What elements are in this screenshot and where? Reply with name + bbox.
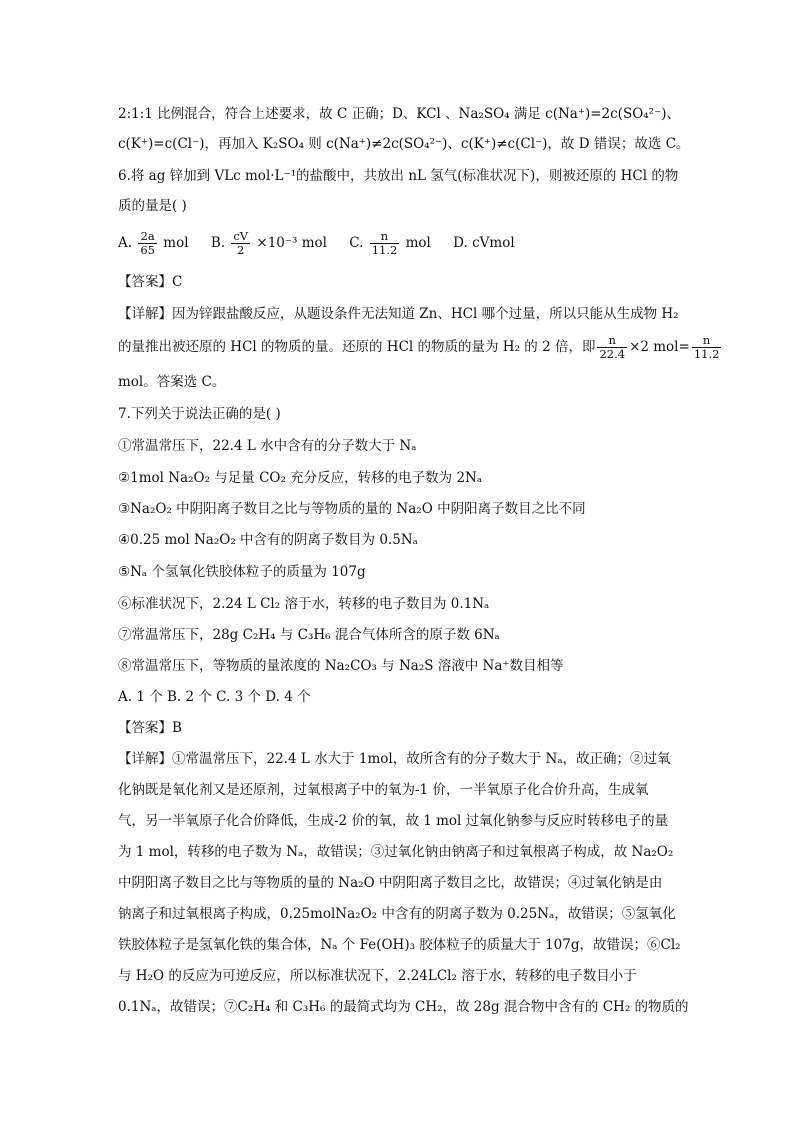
detail-7-line: 化钠既是氧化剂又是还原剂，过氧根离子中的氧为-1 价，一半氧原子化合价升高，生成氧 — [118, 782, 649, 798]
statement-5: ⑤Nₐ 个氢氧化铁胶体粒子的质量为 107g — [118, 564, 366, 580]
detail-7-line: 中阴阳离子数目之比与等物质的量的 Na₂O 中阴阳离子数目之比，故错误；④过氧化钠是由 — [118, 875, 663, 891]
fraction: $\frac{cV}{2}$ — [233, 229, 249, 257]
statement-8: ⑧常温常压下，等物质的量浓度的 Na₂CO₃ 与 Na₂S 溶液中 Na⁺数目相等 — [118, 658, 564, 674]
option-c: C. $\frac{n}{11.2}$ mol — [349, 229, 431, 257]
detail-6-line: 【详解】因为锌跟盐酸反应，从题设条件无法知道 Zn、HCl 哪个过量，所以只能从生成物 H₂ — [118, 306, 679, 322]
answer-6: 【答案】C — [118, 274, 183, 290]
fraction: $\frac{n}{11.2}$ — [371, 229, 398, 257]
detail-7-line: 为 1 mol，转移的电子数为 Nₐ，故错误；③过氧化钠由钠离子和过氧根离子构成，故 Na₂O₂ — [118, 844, 674, 860]
text-line: c(K⁺)=c(Cl⁻)，再加入 K₂SO₄ 则 c(Na⁺)≠2c(SO₄²⁻)、c(K⁺)≠c(Cl⁻)，故 D 错误；故选 C。 — [118, 136, 690, 152]
statement-7: ⑦常温常压下，28g C₂H₄ 与 C₃H₆ 混合气体所含的原子数 6Nₐ — [118, 627, 500, 643]
question-6-stem-cont: 质的量是( ) — [118, 198, 187, 214]
detail-7-line: 铁胶体粒子是氢氧化铁的集合体，Nₐ 个 Fe(OH)₃ 胶体粒子的质量大于 107g，故错误；⑥Cl₂ — [118, 937, 681, 953]
detail-7-line: 【详解】①常温常压下，22.4 L 水大于 1mol，故所含有的分子数大于 Nₐ，故正确；②过氧 — [118, 751, 671, 767]
detail-6-line: 的量推出被还原的 HCl 的物质的量。还原的 HCl 的物质的量为 H₂ 的 2 倍，即 $\frac{n}{22.4}$ ×2 mol= $\frac{n}{11.2}$ — [118, 333, 720, 361]
question-7-stem: 7.下列关于说法正确的是( ) — [118, 406, 281, 422]
statement-1: ①常温常压下，22.4 L 水中含有的分子数大于 Nₐ — [118, 438, 417, 454]
detail-6-line: mol。答案选 C。 — [118, 374, 226, 390]
statement-4: ④0.25 mol Na₂O₂ 中含有的阴离子数目为 0.5Nₐ — [118, 532, 418, 548]
question-6-options — [118, 228, 684, 258]
question-7-options: A. 1 个 B. 2 个 C. 3 个 D. 4 个 — [118, 689, 311, 705]
option-d: D. cVmol — [453, 235, 515, 251]
option-b: B. $\frac{cV}{2}$ ×10⁻³ mol — [210, 229, 327, 257]
fraction: $\frac{n}{22.4}$ — [599, 333, 626, 361]
statement-3: ③Na₂O₂ 中阴阳离子数目之比与等物质的量的 Na₂O 中阴阳离子数目之比不同 — [118, 501, 586, 517]
option-a: A. $\frac{2a}{65}$ mol — [118, 229, 189, 257]
detail-7-line: 与 H₂O 的反应为可逆反应，所以标准状况下，2.24LCl₂ 溶于水，转移的电子数目小于 — [118, 968, 637, 984]
statement-6: ⑥标准状况下，2.24 L Cl₂ 溶于水，转移的电子数目为 0.1Nₐ — [118, 596, 490, 612]
question-6-stem: 6.将 ag 锌加到 VLc mol·L⁻¹的盐酸中，共放出 nL 氢气(标准状况下)，则被还原的 HCl 的物 — [118, 168, 679, 184]
detail-7-line: 气，另一半氧原子化合价降低，生成-2 价的氧，故 1 mol 过氧化钠参与反应时转移电子的量 — [118, 813, 669, 829]
fraction: $\frac{n}{11.2}$ — [693, 333, 720, 361]
answer-7: 【答案】B — [118, 720, 182, 736]
text-line: 2:1:1 比例混合，符合上述要求，故 C 正确；D、KCl 、Na₂SO₄ 满足 c(Na⁺)=2c(SO₄²⁻)、 — [118, 106, 680, 122]
fraction: $\frac{2a}{65}$ — [140, 229, 155, 257]
detail-7-line: 钠离子和过氧根离子构成，0.25molNa₂O₂ 中含有的阴离子数为 0.25Nₐ，故错误；⑤氢氧化 — [118, 906, 676, 922]
statement-2: ②1mol Na₂O₂ 与足量 CO₂ 充分反应，转移的电子数为 2Nₐ — [118, 470, 483, 486]
detail-7-line: 0.1Nₐ，故错误；⑦C₂H₄ 和 C₃H₆ 的最简式均为 CH₂，故 28g 混合物中含有的 CH₂ 的物质的 — [118, 999, 689, 1015]
